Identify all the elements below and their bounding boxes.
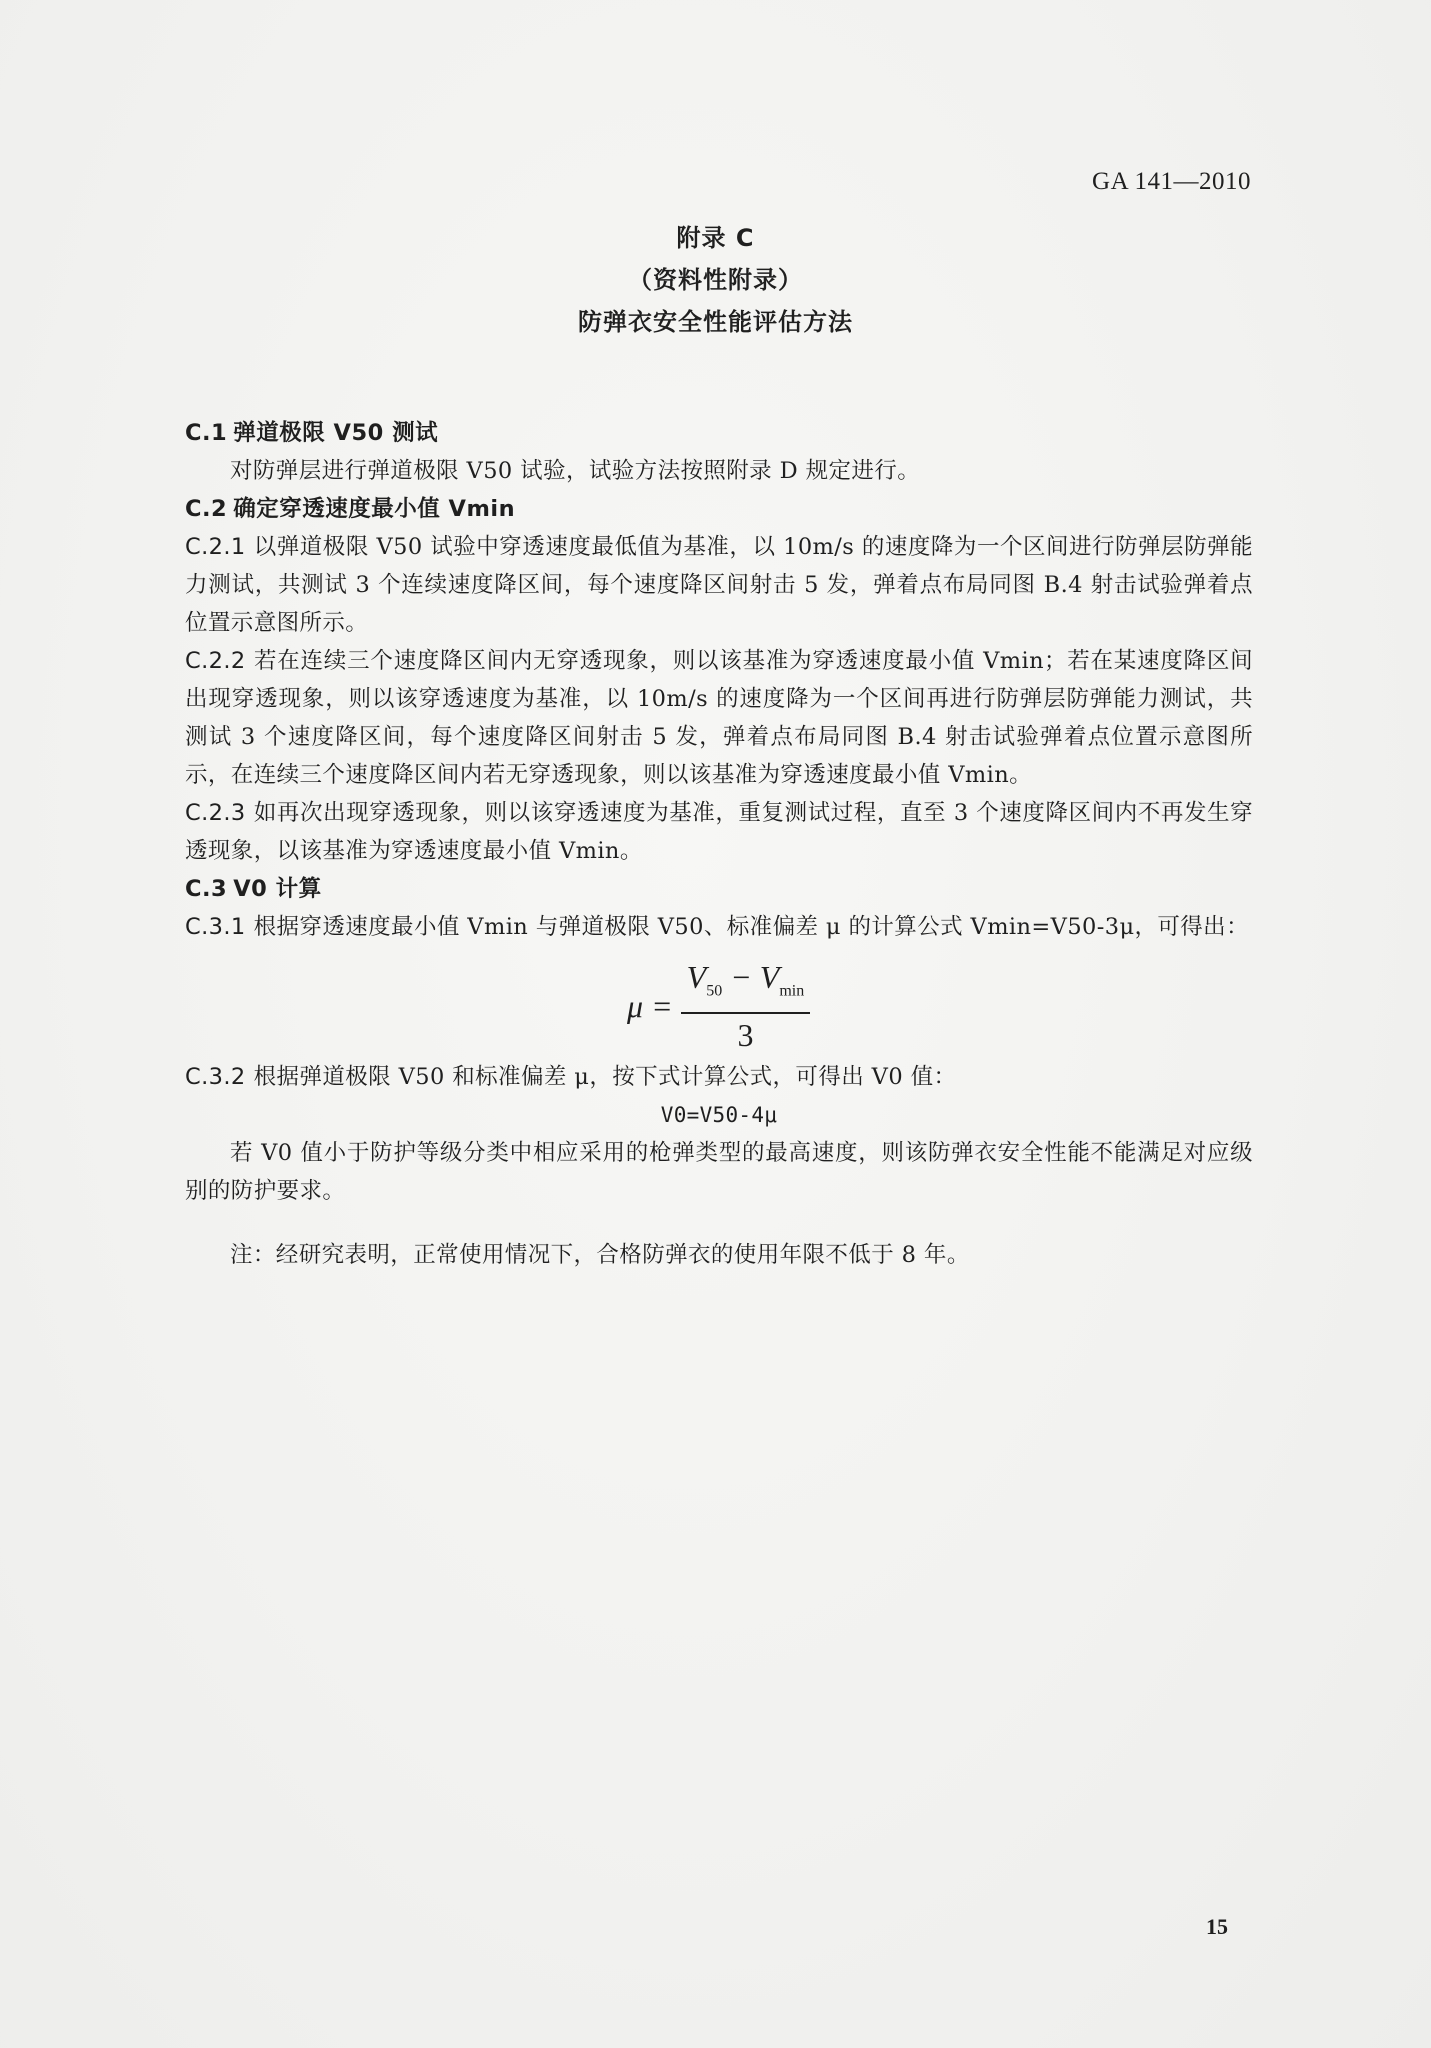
section-number: C.1 <box>185 420 228 446</box>
formula-numerator <box>681 958 811 1014</box>
section-number: C.2 <box>185 496 228 522</box>
appendix-name: 防弹衣安全性能评估方法 <box>578 308 853 336</box>
formula-minus: − <box>722 959 760 995</box>
clause-c3-2 <box>185 1058 1253 1096</box>
appendix-type: （资料性附录） <box>628 266 803 294</box>
formula-denominator: 3 <box>737 1017 754 1054</box>
appendix-title: 附录 C <box>676 224 755 252</box>
section-title: 确定穿透速度最小值 Vmin <box>233 496 516 522</box>
clause-text: 根据弹道极限 V50 和标准偏差 μ，按下式计算公式，可得出 V0 值： <box>253 1064 957 1090</box>
clause-text: 若在连续三个速度降区间内无穿透现象，则以该基准为穿透速度最小值 Vmin；若在某速度降区间出现穿透现象，则以该穿透速度为基准，以 10m/s 的速度降为一个区间再进行防弹层防弹能力测试，共测试 3 个速度降区间，每个速度降区间射击 5 发，弹着点布局同图 B.4 射击试验弹着点位置示意图所示，在连续三个速度降区间内若无穿透现象，则以该基准为穿透速度最小值 Vmin。 <box>185 648 1253 788</box>
formula-mu <box>185 952 1253 1056</box>
clause-number: C.3.1 <box>185 914 246 940</box>
section-c3-heading <box>185 870 1253 908</box>
section-number: C.3 <box>185 876 228 902</box>
formula-lhs: μ = <box>627 988 673 1025</box>
formula-expression <box>627 958 810 1054</box>
formula-fraction <box>681 958 811 1054</box>
standard-code: GA 141—2010 <box>1092 168 1251 195</box>
clause-c2-2 <box>185 642 1253 794</box>
section-title: V0 计算 <box>233 876 322 902</box>
formula-v50-sub: 50 <box>706 982 723 1000</box>
clause-c3-1 <box>185 908 1253 946</box>
section-c1-heading <box>185 414 1253 452</box>
clause-c2-1 <box>185 528 1253 642</box>
clause-number: C.2.1 <box>185 534 246 560</box>
clause-text: 如再次出现穿透现象，则以该穿透速度为基准，重复测试过程，直至 3 个速度降区间内不再发生穿透现象，以该基准为穿透速度最小值 Vmin。 <box>185 800 1253 864</box>
note-text: 注：经研究表明，正常使用情况下，合格防弹衣的使用年限不低于 8 年。 <box>230 1242 970 1268</box>
clause-number: C.3.2 <box>185 1064 246 1090</box>
section-c1-text: 对防弹层进行弹道极限 V50 试验，试验方法按照附录 D 规定进行。 <box>230 458 921 484</box>
formula-v0: V0=V50-4μ <box>660 1103 778 1127</box>
page-number: 15 <box>1206 1914 1228 1939</box>
formula-vmin: V <box>759 959 780 995</box>
clause-text: 以弹道极限 V50 试验中穿透速度最低值为基准，以 10m/s 的速度降为一个区间进行防弹层防弹能力测试，共测试 3 个连续速度降区间，每个速度降区间射击 5 发，弹着点布局同图 B.4 射击试验弹着点位置示意图所示。 <box>185 534 1253 636</box>
document-body <box>185 414 1253 1274</box>
clause-c2-3 <box>185 794 1253 870</box>
section-title: 弹道极限 V50 测试 <box>233 420 439 446</box>
formula-vmin-sub: min <box>779 982 805 1000</box>
conclusion-text: 若 V0 值小于防护等级分类中相应采用的枪弹类型的最高速度，则该防弹衣安全性能不能满足对应级别的防护要求。 <box>185 1140 1253 1204</box>
section-c2-heading <box>185 490 1253 528</box>
clause-number: C.2.3 <box>185 800 246 826</box>
clause-text: 根据穿透速度最小值 Vmin 与弹道极限 V50、标准偏差 μ 的计算公式 Vmin=V50-3μ，可得出： <box>253 914 1249 940</box>
formula-v50: V <box>686 959 707 995</box>
clause-number: C.2.2 <box>185 648 246 674</box>
